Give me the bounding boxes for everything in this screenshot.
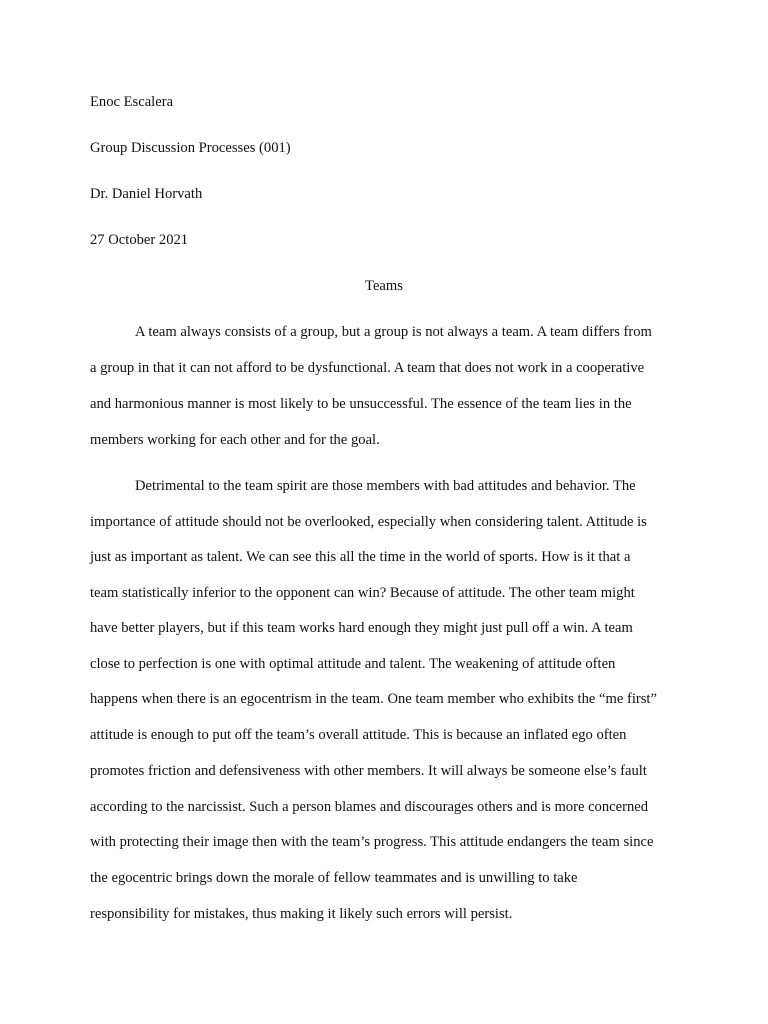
paragraph-line: team statistically inferior to the opponent can win? Because of attitude. The other team might [90,585,635,601]
paragraph-line: close to perfection is one with optimal attitude and talent. The weakening of attitude often [90,656,616,672]
paragraph-line: with protecting their image then with the team’s progress. This attitude endangers the team since [90,834,654,850]
paragraph-line: a group in that it can not afford to be dysfunctional. A team that does not work in a cooperative [90,360,645,376]
paragraph-line: attitude is enough to put off the team’s overall attitude. This is because an inflated ego often [90,727,627,743]
paragraph-line: members working for each other and for the goal. [90,432,380,448]
paragraph-line: just as important as talent. We can see this all the time in the world of sports. How is it that a [90,549,631,565]
paragraph-line: promotes friction and defensiveness with other members. It will always be someone else’s fault [90,763,647,779]
author-name: Enoc Escalera [90,94,174,110]
document-title: Teams [365,278,403,294]
paragraph-line: A team always consists of a group, but a group is not always a team. A team differs from [135,324,652,340]
paragraph-line: happens when there is an egocentrism in the team. One team member who exhibits the “me first” [90,691,657,707]
paragraph-line: importance of attitude should not be overlooked, especially when considering talent. Attitude is [90,514,647,530]
course-name: Group Discussion Processes (001) [90,140,291,156]
paragraph-line: Detrimental to the team spirit are those members with bad attitudes and behavior. The [135,478,636,494]
paragraph-line: the egocentric brings down the morale of fellow teammates and is unwilling to take [90,870,578,886]
paragraph-line: according to the narcissist. Such a person blames and discourages others and is more concerned [90,799,649,815]
paragraph-line: and harmonious manner is most likely to be unsuccessful. The essence of the team lies in the [90,396,632,412]
paragraph-line: responsibility for mistakes, thus making it likely such errors will persist. [90,906,513,922]
paragraph-line: have better players, but if this team works hard enough they might just pull off a win. A team [90,620,633,636]
instructor-name: Dr. Daniel Horvath [90,186,203,202]
document-date: 27 October 2021 [90,232,189,248]
